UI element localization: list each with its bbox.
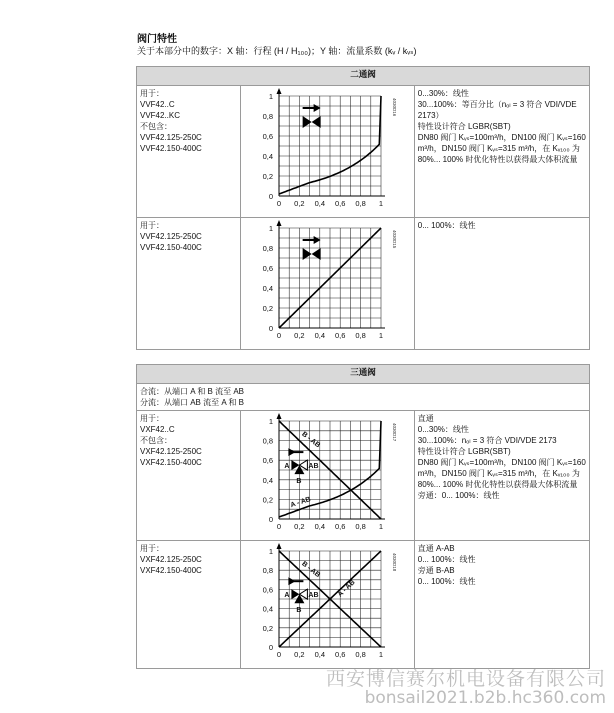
port-label-ab: AB [308,592,319,600]
x-tick-label: 0,4 [314,199,325,208]
x-tick-label: 0,6 [334,650,346,659]
y-tick-label: 0,2 [262,172,273,181]
y-tick-label: 0,4 [262,475,273,485]
three-way-row1-graph-cell [240,411,414,541]
y-tick-label: 0,2 [262,495,273,505]
x-tick-label: 0,2 [293,522,305,531]
x-tick-label: 0,2 [293,650,305,659]
three-way-row2-graph [241,541,413,667]
x-tick-label: 0,4 [314,650,325,659]
y-axis-arrow [276,413,281,419]
y-tick-label: 0 [268,192,273,201]
y-tick-label: 0,6 [262,264,273,273]
x-tick-label: 0,4 [314,331,325,340]
curve-label-b-ab: B - AB [299,560,321,580]
x-tick-label: 0,2 [293,199,305,208]
port-label-b: B [296,607,302,615]
x-tick-label: 0,8 [355,331,366,340]
three-way-intro: 合流：从端口 A 和 B 流至 AB 分流：从端口 AB 流至 A 和 B [137,384,590,411]
three-way-row1-graph [241,411,413,539]
port-label-ab: AB [308,463,319,471]
two-way-row2-graph-cell [240,218,414,350]
y-tick-label: 0,8 [262,112,273,121]
two-way-row2-usage: 用于： VVF42.125-250C VVF42.150-400C [137,218,241,350]
x-tick-label: 0,8 [355,199,366,208]
x-tick-label: 1 [378,331,383,340]
y-tick-label: 0 [268,515,273,524]
curve-label-a-ab: A - AB [289,496,312,510]
y-tick-label: 0,6 [262,585,273,595]
figure-code: 4030D18 [391,553,397,572]
x-tick-label: 0,2 [293,331,305,340]
flow-arrow-icon [288,448,295,456]
two-way-row1-graph-cell [240,86,414,218]
three-way-header: 三通阀 [137,365,590,384]
watermark-company: 西安博信赛尔机电设备有限公司 [325,668,606,690]
port-label-a: A [284,592,290,600]
two-way-row1-description: 0...30%：线性 30...100%：等百分比（nₒₗ = 3 符合 VDI/VDE 2173） 特性设计符合 LGBR(SBT) DN80 阀门 Kᵥₛ=100m³/h，DN100 阀门 Kᵥₛ=160 m³/h，DN150 阀门 Kᵥₛ=315 m³/h，在 Kᵥ₁₀₀ 为 80%... 100% 时优化特性以获得最大体积流量 [414,86,589,218]
figure-code: 4030D15 [391,230,397,249]
y-tick-label: 0,4 [262,604,273,614]
three-way-valve-table [136,364,590,669]
x-tick-label: 0,8 [355,650,366,659]
curve-label-b-ab: B - AB [299,430,321,450]
y-tick-label: 0,2 [262,304,273,313]
figure-code: 4030D16 [391,98,397,117]
port-label-b: B [296,478,302,486]
three-way-row1-description: 直通 0...30%：线性 30...100%：nₒₗ = 3 符合 VDI/VDE 2173 特性设计符合 LGBR(SBT) DN80 阀门 Kᵥₛ=100m³/h，DN100 阀门 Kᵥₛ=160 m³/h，DN150 阀门 Kᵥₛ=315 m³/h，在 Kᵥ₁₀₀ 为 80%... 100% 时优化特性以获得最大体积流量 旁通：0... 100%：线性 [414,411,589,541]
flow-arrow-icon [288,577,295,585]
x-tick-label: 1 [378,199,383,208]
y-tick-label: 0 [268,643,273,652]
three-way-row1-usage: 用于： VXF42..C 不包含： VXF42.125-250C VXF42.150-400C [137,411,241,541]
two-way-row2-description: 0... 100%：线性 [414,218,589,350]
x-tick-label: 0 [276,650,281,659]
x-tick-label: 0,6 [334,331,346,340]
y-tick-label: 1 [268,92,273,101]
y-axis-arrow [276,543,281,549]
port-label-a: A [284,463,290,471]
curve-label-a-ab: A - AB [336,578,357,599]
section-title: 阀门特性 [137,34,177,45]
two-way-header: 二通阀 [137,67,590,86]
y-tick-label: 0,8 [262,566,273,576]
x-tick-label: 1 [378,650,383,659]
three-way-row2-description: 直通 A-AB 0... 100%：线性 旁通 B-AB 0... 100%：线性 [414,541,589,669]
watermark-url: bonsail2021.b2b.hc360.com [364,688,606,708]
grid [279,96,381,196]
x-tick-label: 1 [378,522,383,531]
y-tick-label: 0,6 [262,456,273,466]
x-tick-label: 0 [276,522,281,531]
y-axis-arrow [276,220,281,226]
two-way-row2-graph [241,218,413,348]
two-way-row1-graph [241,86,413,216]
figure-code: 4030D17 [391,423,397,442]
x-tick-label: 0,8 [355,522,366,531]
y-tick-label: 0,8 [262,244,273,253]
x-tick-label: 0,4 [314,522,325,531]
section-subtitle: 关于本部分中的数字：X 轴：行程 (H / H₁₀₀)；Y 轴：流量系数 (kᵥ / kᵥₛ) [137,46,417,56]
y-tick-label: 0,4 [262,152,273,161]
x-tick-label: 0,6 [334,522,346,531]
x-tick-label: 0 [276,331,281,340]
y-tick-label: 0,6 [262,132,273,141]
y-tick-label: 0 [268,324,273,333]
y-tick-label: 1 [268,417,273,426]
x-tick-label: 0 [276,199,281,208]
y-tick-label: 0,8 [262,436,273,446]
y-tick-label: 1 [268,224,273,233]
three-way-row2-graph-cell [240,541,414,669]
y-axis-arrow [276,88,281,94]
y-tick-label: 0,4 [262,284,273,293]
y-tick-label: 0,2 [262,623,273,633]
two-way-row1-usage: 用于： VVF42..C VVF42..KC 不包含： VVF42.125-250C VVF42.150-400C [137,86,241,218]
two-way-valve-table [136,66,590,350]
x-tick-label: 0,6 [334,199,346,208]
y-tick-label: 1 [268,547,273,556]
three-way-row2-usage: 用于： VXF42.125-250C VXF42.150-400C [137,541,241,669]
